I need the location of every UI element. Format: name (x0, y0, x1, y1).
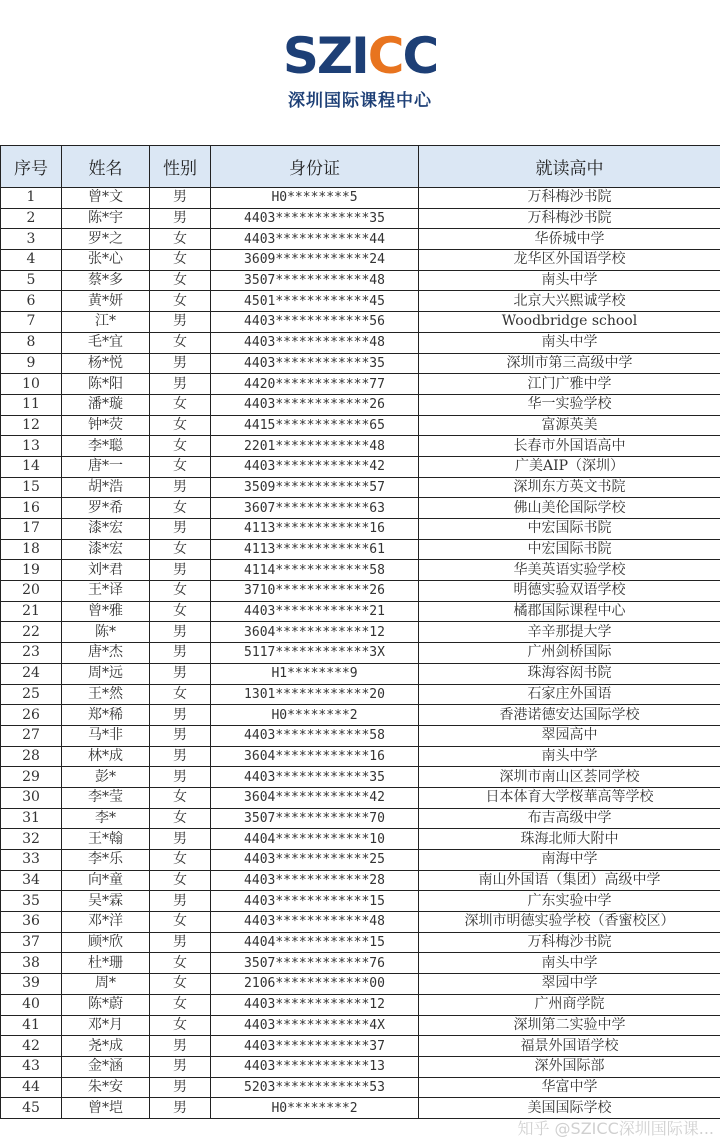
col-gender-cell: 女 (150, 539, 211, 560)
col-index-cell: 37 (1, 932, 62, 953)
col-school-cell: 珠海容闳书院 (419, 663, 720, 684)
col-index-cell: 21 (1, 601, 62, 622)
col-id-cell: 4501************45 (211, 291, 419, 312)
col-name-cell: 杜*珊 (62, 953, 150, 974)
col-name-cell: 刘*君 (62, 560, 150, 581)
table-row (1, 622, 720, 643)
col-id-cell: H0********5 (211, 188, 419, 209)
col-gender-cell: 女 (150, 581, 211, 602)
col-id-cell: 4114************58 (211, 560, 419, 581)
col-school-cell: 深圳市第三高级中学 (419, 353, 720, 374)
col-name-cell: 林*成 (62, 746, 150, 767)
col-index-cell: 44 (1, 1077, 62, 1098)
col-id-cell: 2106************00 (211, 974, 419, 995)
col-index-cell: 4 (1, 250, 62, 271)
col-id-cell: 3607************63 (211, 498, 419, 519)
col-index-cell: 12 (1, 415, 62, 436)
col-school-cell: 深外国际部 (419, 1056, 720, 1077)
table-row (1, 477, 720, 498)
col-school-cell: 长春市外国语高中 (419, 436, 720, 457)
col-school-cell: 南头中学 (419, 332, 720, 353)
table-row (1, 519, 720, 540)
col-index-cell: 38 (1, 953, 62, 974)
col-name-cell: 周*远 (62, 663, 150, 684)
col-id-cell: 3604************42 (211, 787, 419, 808)
col-index-cell: 39 (1, 974, 62, 995)
col-gender-cell: 女 (150, 601, 211, 622)
col-id-cell: 4403************12 (211, 994, 419, 1015)
col-id-cell: 4415************65 (211, 415, 419, 436)
col-school-cell: 广州剑桥国际 (419, 643, 720, 664)
col-id-cell: 3509************57 (211, 477, 419, 498)
col-name-cell: 彭* (62, 767, 150, 788)
col-school-cell: 北京大兴熙诚学校 (419, 291, 720, 312)
col-name-cell: 李*聪 (62, 436, 150, 457)
table-header-row (1, 146, 720, 188)
col-school-cell: 广美AIP（深圳） (419, 456, 720, 477)
header-col-school: 就读高中 (419, 146, 720, 188)
col-school-cell: 福景外国语学校 (419, 1036, 720, 1057)
col-name-cell: 唐*杰 (62, 643, 150, 664)
col-gender-cell: 女 (150, 994, 211, 1015)
col-name-cell: 陈*阳 (62, 374, 150, 395)
col-index-cell: 17 (1, 519, 62, 540)
col-name-cell: 金*涵 (62, 1056, 150, 1077)
table-row (1, 250, 720, 271)
col-school-cell: 明德实验双语学校 (419, 581, 720, 602)
col-gender-cell: 女 (150, 787, 211, 808)
col-index-cell: 10 (1, 374, 62, 395)
col-index-cell: 40 (1, 994, 62, 1015)
col-index-cell: 22 (1, 622, 62, 643)
col-gender-cell: 女 (150, 332, 211, 353)
col-gender-cell: 女 (150, 870, 211, 891)
table-row (1, 767, 720, 788)
table-row (1, 188, 720, 209)
col-name-cell: 陈*蔚 (62, 994, 150, 1015)
col-name-cell: 曾*垲 (62, 1098, 150, 1119)
table-row (1, 705, 720, 726)
col-gender-cell: 女 (150, 808, 211, 829)
col-name-cell: 漆*宏 (62, 519, 150, 540)
col-gender-cell: 男 (150, 767, 211, 788)
col-name-cell: 邓*洋 (62, 912, 150, 933)
table-row (1, 270, 720, 291)
col-index-cell: 7 (1, 312, 62, 333)
col-index-cell: 18 (1, 539, 62, 560)
col-name-cell: 陈*宇 (62, 208, 150, 229)
col-id-cell: 3609************24 (211, 250, 419, 271)
col-index-cell: 43 (1, 1056, 62, 1077)
col-gender-cell: 男 (150, 725, 211, 746)
col-gender-cell: 女 (150, 229, 211, 250)
col-id-cell: 4403************28 (211, 870, 419, 891)
col-id-cell: 4403************35 (211, 767, 419, 788)
col-id-cell: 4404************15 (211, 932, 419, 953)
col-id-cell: 4403************26 (211, 394, 419, 415)
col-school-cell: 万科梅沙书院 (419, 188, 720, 209)
col-gender-cell: 男 (150, 353, 211, 374)
table-row (1, 932, 720, 953)
col-id-cell: 5117************3X (211, 643, 419, 664)
col-school-cell: 日本体育大学桜華高等学校 (419, 787, 720, 808)
col-name-cell: 王*翰 (62, 829, 150, 850)
col-school-cell: 香港诺德安达国际学校 (419, 705, 720, 726)
table-row (1, 560, 720, 581)
col-gender-cell: 男 (150, 746, 211, 767)
table-row (1, 891, 720, 912)
col-school-cell: Woodbridge school (419, 312, 720, 333)
col-id-cell: 3710************26 (211, 581, 419, 602)
col-id-cell: 2201************48 (211, 436, 419, 457)
col-school-cell: 深圳市明德实验学校（香蜜校区） (419, 912, 720, 933)
col-school-cell: 中宏国际书院 (419, 539, 720, 560)
col-gender-cell: 男 (150, 932, 211, 953)
col-id-cell: 4403************42 (211, 456, 419, 477)
header-col-gender: 性别 (150, 146, 211, 188)
col-gender-cell: 男 (150, 1056, 211, 1077)
col-index-cell: 23 (1, 643, 62, 664)
col-name-cell: 顾*欣 (62, 932, 150, 953)
col-index-cell: 3 (1, 229, 62, 250)
table-row (1, 663, 720, 684)
col-school-cell: 辛辛那提大学 (419, 622, 720, 643)
col-school-cell: 华一实验学校 (419, 394, 720, 415)
col-gender-cell: 女 (150, 394, 211, 415)
col-index-cell: 15 (1, 477, 62, 498)
col-index-cell: 1 (1, 188, 62, 209)
table-row (1, 870, 720, 891)
col-index-cell: 31 (1, 808, 62, 829)
col-index-cell: 14 (1, 456, 62, 477)
col-id-cell: H1********9 (211, 663, 419, 684)
col-index-cell: 35 (1, 891, 62, 912)
col-index-cell: 42 (1, 1036, 62, 1057)
col-name-cell: 江* (62, 312, 150, 333)
col-id-cell: 4404************10 (211, 829, 419, 850)
col-school-cell: 南海中学 (419, 850, 720, 871)
col-school-cell: 珠海北师大附中 (419, 829, 720, 850)
col-school-cell: 万科梅沙书院 (419, 932, 720, 953)
table-row (1, 353, 720, 374)
col-name-cell: 王*然 (62, 684, 150, 705)
col-index-cell: 34 (1, 870, 62, 891)
logo-subtitle: 深圳国际课程中心 (288, 91, 432, 111)
col-index-cell: 8 (1, 332, 62, 353)
table-row (1, 1098, 720, 1119)
col-gender-cell: 女 (150, 436, 211, 457)
table-row (1, 312, 720, 333)
col-id-cell: 4403************35 (211, 208, 419, 229)
col-id-cell: 4113************16 (211, 519, 419, 540)
col-id-cell: 4403************48 (211, 332, 419, 353)
table-row (1, 394, 720, 415)
col-gender-cell: 女 (150, 456, 211, 477)
table-row (1, 725, 720, 746)
col-gender-cell: 男 (150, 519, 211, 540)
col-name-cell: 李* (62, 808, 150, 829)
col-name-cell: 李*莹 (62, 787, 150, 808)
col-gender-cell: 女 (150, 684, 211, 705)
table-row (1, 1056, 720, 1077)
col-name-cell: 张*心 (62, 250, 150, 271)
col-index-cell: 28 (1, 746, 62, 767)
table-row (1, 208, 720, 229)
col-school-cell: 南头中学 (419, 953, 720, 974)
col-index-cell: 26 (1, 705, 62, 726)
col-index-cell: 16 (1, 498, 62, 519)
col-school-cell: 深圳市南山区荟同学校 (419, 767, 720, 788)
col-school-cell: 华侨城中学 (419, 229, 720, 250)
col-school-cell: 深圳东方英文书院 (419, 477, 720, 498)
table-row (1, 974, 720, 995)
col-index-cell: 6 (1, 291, 62, 312)
col-index-cell: 33 (1, 850, 62, 871)
col-school-cell: 橘郡国际课程中心 (419, 601, 720, 622)
table-row (1, 787, 720, 808)
szicc-logo (0, 28, 720, 111)
table-row (1, 994, 720, 1015)
zhihu-watermark: 知乎 @SZICC深圳国际课... (517, 1119, 714, 1138)
table-row (1, 829, 720, 850)
col-index-cell: 13 (1, 436, 62, 457)
col-index-cell: 20 (1, 581, 62, 602)
table-row (1, 374, 720, 395)
col-gender-cell: 女 (150, 1015, 211, 1036)
col-school-cell: 翠园高中 (419, 725, 720, 746)
col-id-cell: 4113************61 (211, 539, 419, 560)
col-school-cell: 富源英美 (419, 415, 720, 436)
col-id-cell: 4403************35 (211, 353, 419, 374)
col-index-cell: 45 (1, 1098, 62, 1119)
col-gender-cell: 男 (150, 829, 211, 850)
col-id-cell: 4420************77 (211, 374, 419, 395)
col-school-cell: 南山外国语（集团）高级中学 (419, 870, 720, 891)
col-name-cell: 罗*之 (62, 229, 150, 250)
col-index-cell: 30 (1, 787, 62, 808)
col-name-cell: 唐*一 (62, 456, 150, 477)
col-name-cell: 吴*霖 (62, 891, 150, 912)
col-gender-cell: 男 (150, 622, 211, 643)
col-id-cell: 1301************20 (211, 684, 419, 705)
col-school-cell: 广州商学院 (419, 994, 720, 1015)
col-index-cell: 41 (1, 1015, 62, 1036)
col-school-cell: 美国国际学校 (419, 1098, 720, 1119)
col-index-cell: 24 (1, 663, 62, 684)
col-gender-cell: 女 (150, 498, 211, 519)
col-gender-cell: 男 (150, 1098, 211, 1119)
col-id-cell: 5203************53 (211, 1077, 419, 1098)
col-gender-cell: 女 (150, 850, 211, 871)
col-name-cell: 胡*浩 (62, 477, 150, 498)
col-id-cell: 3604************12 (211, 622, 419, 643)
col-gender-cell: 男 (150, 891, 211, 912)
col-school-cell: 石家庄外国语 (419, 684, 720, 705)
col-name-cell: 尧*成 (62, 1036, 150, 1057)
col-school-cell: 中宏国际书院 (419, 519, 720, 540)
table-row (1, 436, 720, 457)
col-gender-cell: 女 (150, 953, 211, 974)
table-row (1, 498, 720, 519)
logo-mark: SZICC (282, 27, 438, 85)
col-id-cell: 4403************56 (211, 312, 419, 333)
table-row (1, 953, 720, 974)
col-gender-cell: 男 (150, 188, 211, 209)
col-index-cell: 2 (1, 208, 62, 229)
table-row (1, 808, 720, 829)
col-name-cell: 罗*希 (62, 498, 150, 519)
col-index-cell: 11 (1, 394, 62, 415)
col-id-cell: 4403************21 (211, 601, 419, 622)
table-row (1, 291, 720, 312)
col-gender-cell: 男 (150, 705, 211, 726)
col-school-cell: 万科梅沙书院 (419, 208, 720, 229)
header-col-index: 序号 (1, 146, 62, 188)
table-row (1, 1036, 720, 1057)
col-id-cell: 4403************58 (211, 725, 419, 746)
col-name-cell: 曾*雅 (62, 601, 150, 622)
table-row (1, 332, 720, 353)
col-index-cell: 9 (1, 353, 62, 374)
table-row (1, 456, 720, 477)
col-name-cell: 马*非 (62, 725, 150, 746)
col-index-cell: 5 (1, 270, 62, 291)
col-id-cell: 4403************15 (211, 891, 419, 912)
col-index-cell: 32 (1, 829, 62, 850)
col-name-cell: 杨*悦 (62, 353, 150, 374)
col-id-cell: 4403************25 (211, 850, 419, 871)
col-school-cell: 佛山美伦国际学校 (419, 498, 720, 519)
col-gender-cell: 男 (150, 208, 211, 229)
table-row (1, 415, 720, 436)
col-school-cell: 南头中学 (419, 270, 720, 291)
col-index-cell: 19 (1, 560, 62, 581)
table-row (1, 581, 720, 602)
col-id-cell: H0********2 (211, 1098, 419, 1119)
table-row (1, 229, 720, 250)
table-row (1, 643, 720, 664)
col-gender-cell: 男 (150, 477, 211, 498)
col-name-cell: 陈* (62, 622, 150, 643)
col-name-cell: 潘*璇 (62, 394, 150, 415)
col-id-cell: 4403************13 (211, 1056, 419, 1077)
table-row (1, 601, 720, 622)
col-gender-cell: 男 (150, 1036, 211, 1057)
student-table (0, 145, 720, 1119)
table-row (1, 912, 720, 933)
col-id-cell: 4403************48 (211, 912, 419, 933)
col-school-cell: 广东实验中学 (419, 891, 720, 912)
col-name-cell: 蔡*多 (62, 270, 150, 291)
col-gender-cell: 女 (150, 415, 211, 436)
col-name-cell: 周* (62, 974, 150, 995)
col-name-cell: 郑*稀 (62, 705, 150, 726)
col-name-cell: 李*乐 (62, 850, 150, 871)
col-school-cell: 深圳第二实验中学 (419, 1015, 720, 1036)
col-name-cell: 王*译 (62, 581, 150, 602)
col-gender-cell: 女 (150, 250, 211, 271)
col-school-cell: 布吉高级中学 (419, 808, 720, 829)
col-gender-cell: 男 (150, 312, 211, 333)
col-gender-cell: 男 (150, 560, 211, 581)
col-gender-cell: 男 (150, 374, 211, 395)
col-id-cell: 4403************37 (211, 1036, 419, 1057)
col-index-cell: 25 (1, 684, 62, 705)
col-id-cell: 3604************16 (211, 746, 419, 767)
col-index-cell: 36 (1, 912, 62, 933)
col-name-cell: 漆*宏 (62, 539, 150, 560)
col-gender-cell: 女 (150, 974, 211, 995)
table-row (1, 746, 720, 767)
col-gender-cell: 女 (150, 270, 211, 291)
col-name-cell: 钟*荧 (62, 415, 150, 436)
col-id-cell: 3507************76 (211, 953, 419, 974)
col-school-cell: 华富中学 (419, 1077, 720, 1098)
col-name-cell: 黄*妍 (62, 291, 150, 312)
table-row (1, 1077, 720, 1098)
col-gender-cell: 女 (150, 291, 211, 312)
col-gender-cell: 男 (150, 1077, 211, 1098)
header-col-name: 姓名 (62, 146, 150, 188)
table-row (1, 1015, 720, 1036)
col-gender-cell: 男 (150, 663, 211, 684)
col-id-cell: 3507************48 (211, 270, 419, 291)
col-school-cell: 翠园中学 (419, 974, 720, 995)
col-id-cell: 4403************4X (211, 1015, 419, 1036)
header-col-id: 身份证 (211, 146, 419, 188)
col-school-cell: 江门广雅中学 (419, 374, 720, 395)
col-id-cell: H0********2 (211, 705, 419, 726)
col-name-cell: 朱*安 (62, 1077, 150, 1098)
col-name-cell: 毛*宜 (62, 332, 150, 353)
col-index-cell: 29 (1, 767, 62, 788)
col-school-cell: 龙华区外国语学校 (419, 250, 720, 271)
col-index-cell: 27 (1, 725, 62, 746)
col-gender-cell: 男 (150, 643, 211, 664)
col-school-cell: 南头中学 (419, 746, 720, 767)
col-id-cell: 3507************70 (211, 808, 419, 829)
col-name-cell: 向*童 (62, 870, 150, 891)
col-gender-cell: 女 (150, 912, 211, 933)
table-row (1, 539, 720, 560)
col-name-cell: 邓*月 (62, 1015, 150, 1036)
col-name-cell: 曾*文 (62, 188, 150, 209)
col-school-cell: 华美英语实验学校 (419, 560, 720, 581)
table-row (1, 850, 720, 871)
col-id-cell: 4403************44 (211, 229, 419, 250)
table-row (1, 684, 720, 705)
